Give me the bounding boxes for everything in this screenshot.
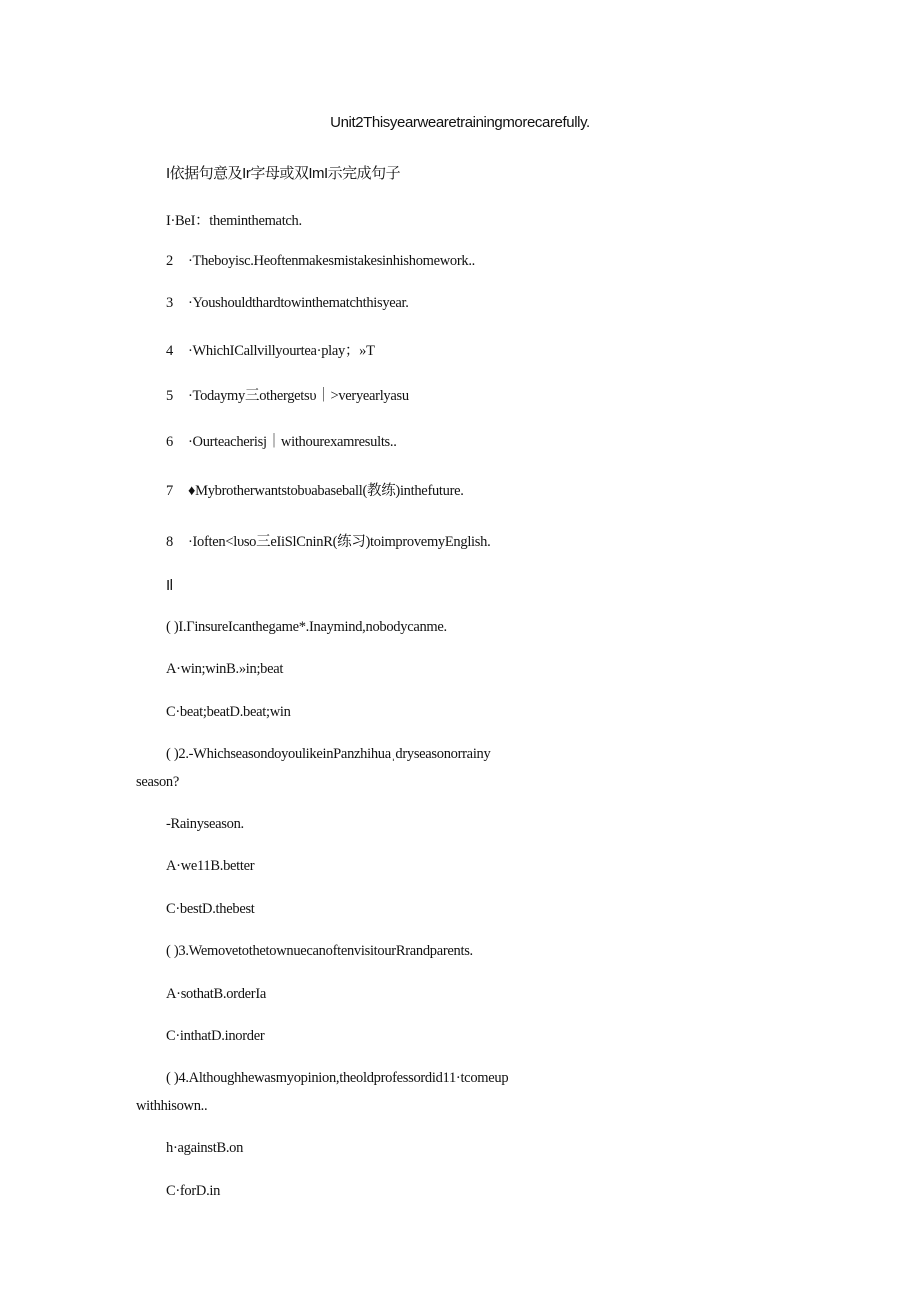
list-item	[166, 384, 409, 405]
item-text: ·Youshouldthardtowinthematchthisyear.	[188, 295, 409, 311]
section1-heading: I依据句意及Ir字母或双ImI示完成句子	[166, 165, 401, 182]
item-text: I·BeI：theminthematch.	[166, 213, 302, 229]
question-answer: -Rainyseason.	[166, 816, 244, 832]
question-options: C·forD.in	[166, 1183, 221, 1199]
item-text: ·Theboyisc.Heoftenmakesmistakesinhishomework..	[188, 253, 476, 269]
list-item	[166, 295, 409, 312]
list-item	[166, 430, 397, 451]
question-stem: ( )3.WemovetothetownuecanoftenvisitourRrandparents.	[166, 943, 473, 959]
question-options: h·againstB.on	[166, 1140, 244, 1156]
question-options: A·sothatB.orderIa	[166, 986, 266, 1002]
item-number: 8	[166, 534, 173, 550]
item-text: ·Ourteacherisj｜withourexamresults..	[188, 434, 397, 450]
item-number: 5	[166, 388, 173, 404]
question-stem-continued: season?	[136, 774, 179, 790]
question-stem: ( )4.Althoughhewasmyopinion,theoldprofessordid11·tcomeup	[166, 1070, 509, 1086]
question-stem: ( )I.ΓinsureIcanthegame*.Inaymind,nobodycanme.	[166, 619, 447, 635]
list-item	[166, 530, 490, 551]
list-item	[166, 209, 302, 230]
item-number: 3	[166, 295, 173, 311]
question-stem-continued: withhisown..	[136, 1098, 208, 1114]
question-options: C·bestD.thebest	[166, 901, 255, 917]
item-text: ·Ioften<lυso三eIiSlCninR(练习)toimprovemyEnglish.	[188, 534, 491, 550]
question-options: C·beat;beatD.beat;win	[166, 704, 291, 720]
item-number: 2	[166, 253, 173, 269]
list-item	[166, 253, 475, 270]
item-text: ·WhichICallvillyourtea·play；»T	[188, 343, 375, 359]
question-options: A·we11B.better	[166, 858, 255, 874]
question-options: C·inthatD.inorder	[166, 1028, 265, 1044]
question-options: A·win;winB.»in;beat	[166, 661, 284, 677]
question-stem: ( )2.-WhichseasondoyoulikeinPanzhihuaˌdryseasonorrainy	[166, 746, 491, 762]
section2-heading: Il	[166, 577, 173, 594]
document-title: Unit2Thisyearwearetrainingmorecarefully.	[330, 114, 590, 131]
list-item	[166, 479, 464, 500]
item-number: 6	[166, 434, 173, 450]
item-text: ·Todaymy三othergetsυ｜>veryearlyasu	[188, 388, 409, 404]
item-number: 7	[166, 483, 173, 499]
item-number: 4	[166, 343, 173, 359]
list-item	[166, 339, 375, 360]
item-text: ♦Mybrotherwantstobυabaseball(教练)inthefuture.	[188, 483, 464, 499]
